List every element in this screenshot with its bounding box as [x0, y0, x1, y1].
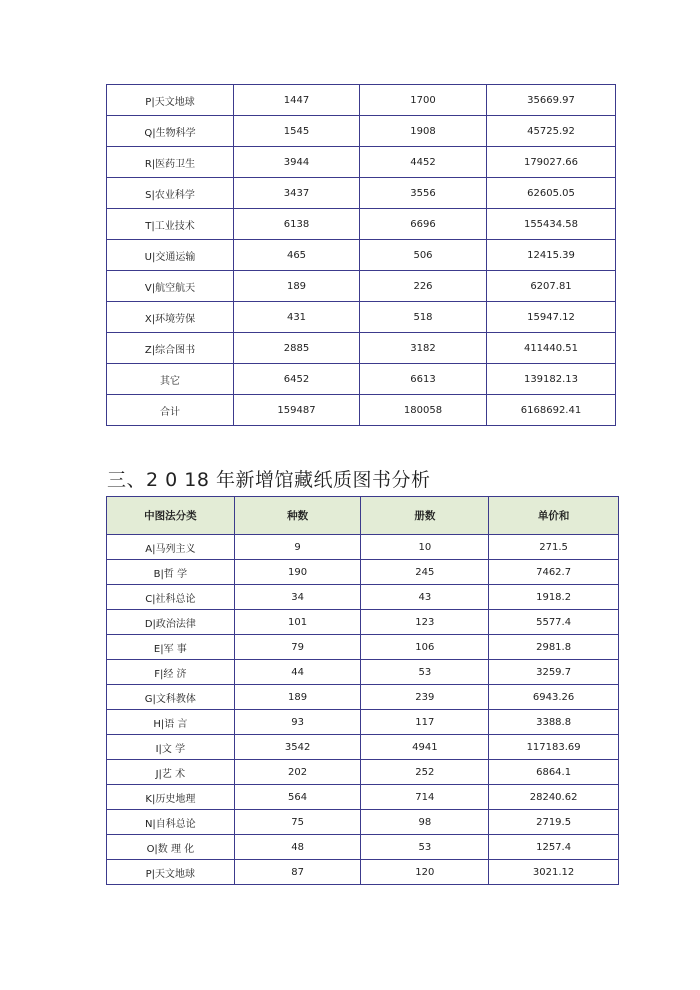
- title-count-cell: 34: [234, 585, 361, 610]
- new-books-2018-table: [106, 496, 619, 885]
- title-count-cell: 6452: [234, 364, 360, 395]
- title-count-cell: 75: [234, 810, 361, 835]
- price-sum-cell: 139182.13: [487, 364, 616, 395]
- table-row: [107, 364, 616, 395]
- category-cell: F|经 济: [107, 660, 235, 685]
- table-row: [107, 302, 616, 333]
- price-sum-cell: 3388.8: [489, 710, 619, 735]
- table-row: [107, 147, 616, 178]
- category-cell: D|政治法律: [107, 610, 235, 635]
- price-sum-cell: 62605.05: [487, 178, 616, 209]
- price-sum-cell: 6207.81: [487, 271, 616, 302]
- title-count-cell: 431: [234, 302, 360, 333]
- volume-count-cell: 518: [360, 302, 487, 333]
- table-row: [107, 585, 619, 610]
- category-cell: Q|生物科学: [107, 116, 234, 147]
- title-count-cell: 2885: [234, 333, 360, 364]
- header-title-count: 种数: [234, 497, 361, 535]
- section-heading: 三、2 0 18 年新增馆藏纸质图书分析: [107, 469, 431, 491]
- price-sum-cell: 45725.92: [487, 116, 616, 147]
- volume-count-cell: 245: [361, 560, 489, 585]
- table-row: [107, 785, 619, 810]
- category-cell: I|文 学: [107, 735, 235, 760]
- table-row: [107, 710, 619, 735]
- table-row: [107, 535, 619, 560]
- volume-count-cell: 180058: [360, 395, 487, 426]
- price-sum-cell: 6864.1: [489, 760, 619, 785]
- table-row: [107, 660, 619, 685]
- category-cell: 其它: [107, 364, 234, 395]
- title-count-cell: 190: [234, 560, 361, 585]
- volume-count-cell: 239: [361, 685, 489, 710]
- title-count-cell: 3437: [234, 178, 360, 209]
- title-count-cell: 87: [234, 860, 361, 885]
- volume-count-cell: 120: [361, 860, 489, 885]
- collection-stats-table-continued: [106, 84, 616, 426]
- category-cell: T|工业技术: [107, 209, 234, 240]
- title-count-cell: 44: [234, 660, 361, 685]
- volume-count-cell: 4452: [360, 147, 487, 178]
- category-cell: Z|综合图书: [107, 333, 234, 364]
- volume-count-cell: 43: [361, 585, 489, 610]
- category-cell: P|天文地球: [107, 860, 235, 885]
- category-cell: X|环境劳保: [107, 302, 234, 333]
- price-sum-cell: 6943.26: [489, 685, 619, 710]
- title-count-cell: 465: [234, 240, 360, 271]
- price-sum-cell: 179027.66: [487, 147, 616, 178]
- volume-count-cell: 3182: [360, 333, 487, 364]
- price-sum-cell: 28240.62: [489, 785, 619, 810]
- price-sum-cell: 12415.39: [487, 240, 616, 271]
- table-row: [107, 760, 619, 785]
- volume-count-cell: 6613: [360, 364, 487, 395]
- price-sum-cell: 1918.2: [489, 585, 619, 610]
- title-count-cell: 202: [234, 760, 361, 785]
- table-row: [107, 685, 619, 710]
- volume-count-cell: 506: [360, 240, 487, 271]
- price-sum-cell: 3259.7: [489, 660, 619, 685]
- table-row: [107, 271, 616, 302]
- category-cell: 合计: [107, 395, 234, 426]
- volume-count-cell: 1700: [360, 85, 487, 116]
- title-count-cell: 79: [234, 635, 361, 660]
- volume-count-cell: 98: [361, 810, 489, 835]
- volume-count-cell: 53: [361, 660, 489, 685]
- volume-count-cell: 10: [361, 535, 489, 560]
- header-price-sum: 单价和: [489, 497, 619, 535]
- price-sum-cell: 3021.12: [489, 860, 619, 885]
- category-cell: C|社科总论: [107, 585, 235, 610]
- table-row: [107, 395, 616, 426]
- price-sum-cell: 411440.51: [487, 333, 616, 364]
- volume-count-cell: 226: [360, 271, 487, 302]
- table-row: [107, 333, 616, 364]
- table-row: [107, 735, 619, 760]
- header-category: 中图法分类: [107, 497, 235, 535]
- table-row: [107, 560, 619, 585]
- title-count-cell: 564: [234, 785, 361, 810]
- table-row: [107, 240, 616, 271]
- volume-count-cell: 252: [361, 760, 489, 785]
- volume-count-cell: 106: [361, 635, 489, 660]
- volume-count-cell: 4941: [361, 735, 489, 760]
- price-sum-cell: 1257.4: [489, 835, 619, 860]
- title-count-cell: 101: [234, 610, 361, 635]
- title-count-cell: 1447: [234, 85, 360, 116]
- volume-count-cell: 117: [361, 710, 489, 735]
- category-cell: K|历史地理: [107, 785, 235, 810]
- price-sum-cell: 5577.4: [489, 610, 619, 635]
- table-header-row: [107, 497, 619, 535]
- volume-count-cell: 714: [361, 785, 489, 810]
- volume-count-cell: 3556: [360, 178, 487, 209]
- price-sum-cell: 15947.12: [487, 302, 616, 333]
- title-count-cell: 189: [234, 685, 361, 710]
- price-sum-cell: 2981.8: [489, 635, 619, 660]
- title-count-cell: 3542: [234, 735, 361, 760]
- header-volume-count: 册数: [361, 497, 489, 535]
- category-cell: J|艺 术: [107, 760, 235, 785]
- price-sum-cell: 6168692.41: [487, 395, 616, 426]
- category-cell: N|自科总论: [107, 810, 235, 835]
- category-cell: U|交通运输: [107, 240, 234, 271]
- price-sum-cell: 117183.69: [489, 735, 619, 760]
- category-cell: S|农业科学: [107, 178, 234, 209]
- title-count-cell: 48: [234, 835, 361, 860]
- title-count-cell: 159487: [234, 395, 360, 426]
- table-row: [107, 85, 616, 116]
- table-row: [107, 178, 616, 209]
- volume-count-cell: 53: [361, 835, 489, 860]
- table-row: [107, 835, 619, 860]
- price-sum-cell: 271.5: [489, 535, 619, 560]
- category-cell: A|马列主义: [107, 535, 235, 560]
- title-count-cell: 6138: [234, 209, 360, 240]
- price-sum-cell: 155434.58: [487, 209, 616, 240]
- table-row: [107, 635, 619, 660]
- title-count-cell: 9: [234, 535, 361, 560]
- title-count-cell: 1545: [234, 116, 360, 147]
- category-cell: O|数 理 化: [107, 835, 235, 860]
- volume-count-cell: 123: [361, 610, 489, 635]
- category-cell: E|军 事: [107, 635, 235, 660]
- category-cell: V|航空航天: [107, 271, 234, 302]
- category-cell: G|文科教体: [107, 685, 235, 710]
- table-row: [107, 209, 616, 240]
- table-row: [107, 860, 619, 885]
- table-row: [107, 610, 619, 635]
- category-cell: H|语 言: [107, 710, 235, 735]
- table-row: [107, 810, 619, 835]
- table-row: [107, 116, 616, 147]
- volume-count-cell: 6696: [360, 209, 487, 240]
- price-sum-cell: 2719.5: [489, 810, 619, 835]
- category-cell: R|医药卫生: [107, 147, 234, 178]
- price-sum-cell: 35669.97: [487, 85, 616, 116]
- volume-count-cell: 1908: [360, 116, 487, 147]
- title-count-cell: 3944: [234, 147, 360, 178]
- price-sum-cell: 7462.7: [489, 560, 619, 585]
- category-cell: B|哲 学: [107, 560, 235, 585]
- title-count-cell: 93: [234, 710, 361, 735]
- category-cell: P|天文地球: [107, 85, 234, 116]
- title-count-cell: 189: [234, 271, 360, 302]
